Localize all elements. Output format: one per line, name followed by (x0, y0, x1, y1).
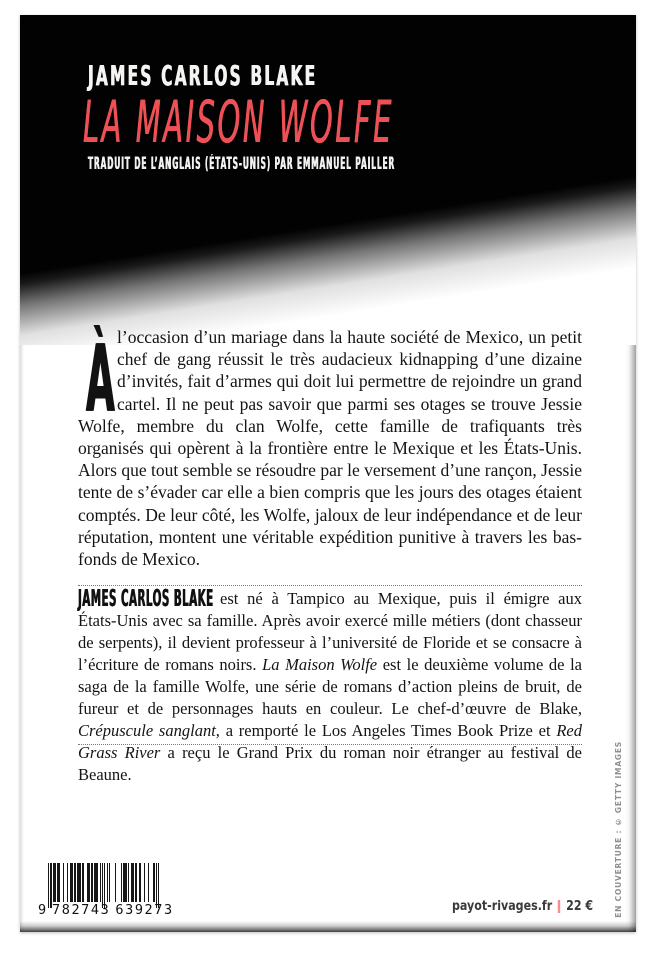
barcode-digits (38, 903, 188, 917)
dotted-divider-bottom (78, 744, 582, 745)
barcode-digit-group: 639273 (115, 902, 174, 918)
author-name: JAMES CARLOS BLAKE (88, 59, 318, 92)
barcode-digit-group: 782743 (52, 902, 111, 918)
page-bottom-shadow (20, 921, 636, 932)
bio-author-lead: JAMES CARLOS BLAKE (78, 586, 214, 612)
cover-photo-credit: EN COUVERTURE : © GETTY IMAGES (614, 741, 623, 918)
synopsis-text: l’occasion d’un mariage dans la haute société de Mexico, un petit chef de gang réussit le très audacieux kidnapping d’une dizaine d’invités, fait d’armes qui doit lui permettre de rejoindre un grand cartel. Il ne peut pas savoir que parmi ses otages se trouve Jessie Wolfe, membre du clan Wolfe, cette famille de trafiquants très organisés qui opèrent à la frontière entre le Mexique et les États-Unis. Alors que tout semble se résoudre par le versement d’une rançon, Jessie tente de s’évader car elle a bien compris que les jours des otages étaient comptés. De leur côté, les Wolfe, jaloux de leur indépendance et de leur réputation, montent une véritable expédition punitive à travers les bas-fonds de Mexico. (78, 327, 582, 570)
drop-cap (78, 325, 117, 433)
synopsis-paragraph (78, 326, 582, 570)
bio-text: est né à Tampico au Mexique, puis il émigre aux États-Unis avec sa famille. Après avoir exercé mille métiers (dont chasseur de serpents), il devient professeur à l’université de Floride et se consacre à l’écriture de romans noirs. La Maison Wolfe est le deuxième volume de la saga de la famille Wolfe, une série de romans d’action pleins de bruit, de fureur et de personnages hauts en couleur. Le chef-d’œuvre de Blake, Crépuscule sanglant, a remporté le Los Angeles Times Book Prize et Red Grass River a reçu le Grand Prix du roman noir étranger au festival de Beaune. (78, 589, 582, 784)
translation-credit: TRADUIT DE L’ANGLAIS (ÉTATS-UNIS) PAR EMMANUEL PAILLER (88, 154, 396, 173)
price-separator-bar (558, 900, 560, 913)
drop-cap-glyph: À (86, 325, 115, 433)
price: 22 € (566, 898, 593, 914)
footer-price-line (452, 900, 593, 914)
barcode-digit-group: 9 (38, 902, 47, 918)
publisher-website: payot-rivages.fr (451, 898, 553, 914)
bio-paragraph (78, 588, 582, 786)
book-title: LA MAISON WOLFE (83, 88, 394, 156)
header-panel (20, 15, 636, 345)
barcode (38, 863, 188, 917)
book-back-cover (20, 15, 636, 932)
